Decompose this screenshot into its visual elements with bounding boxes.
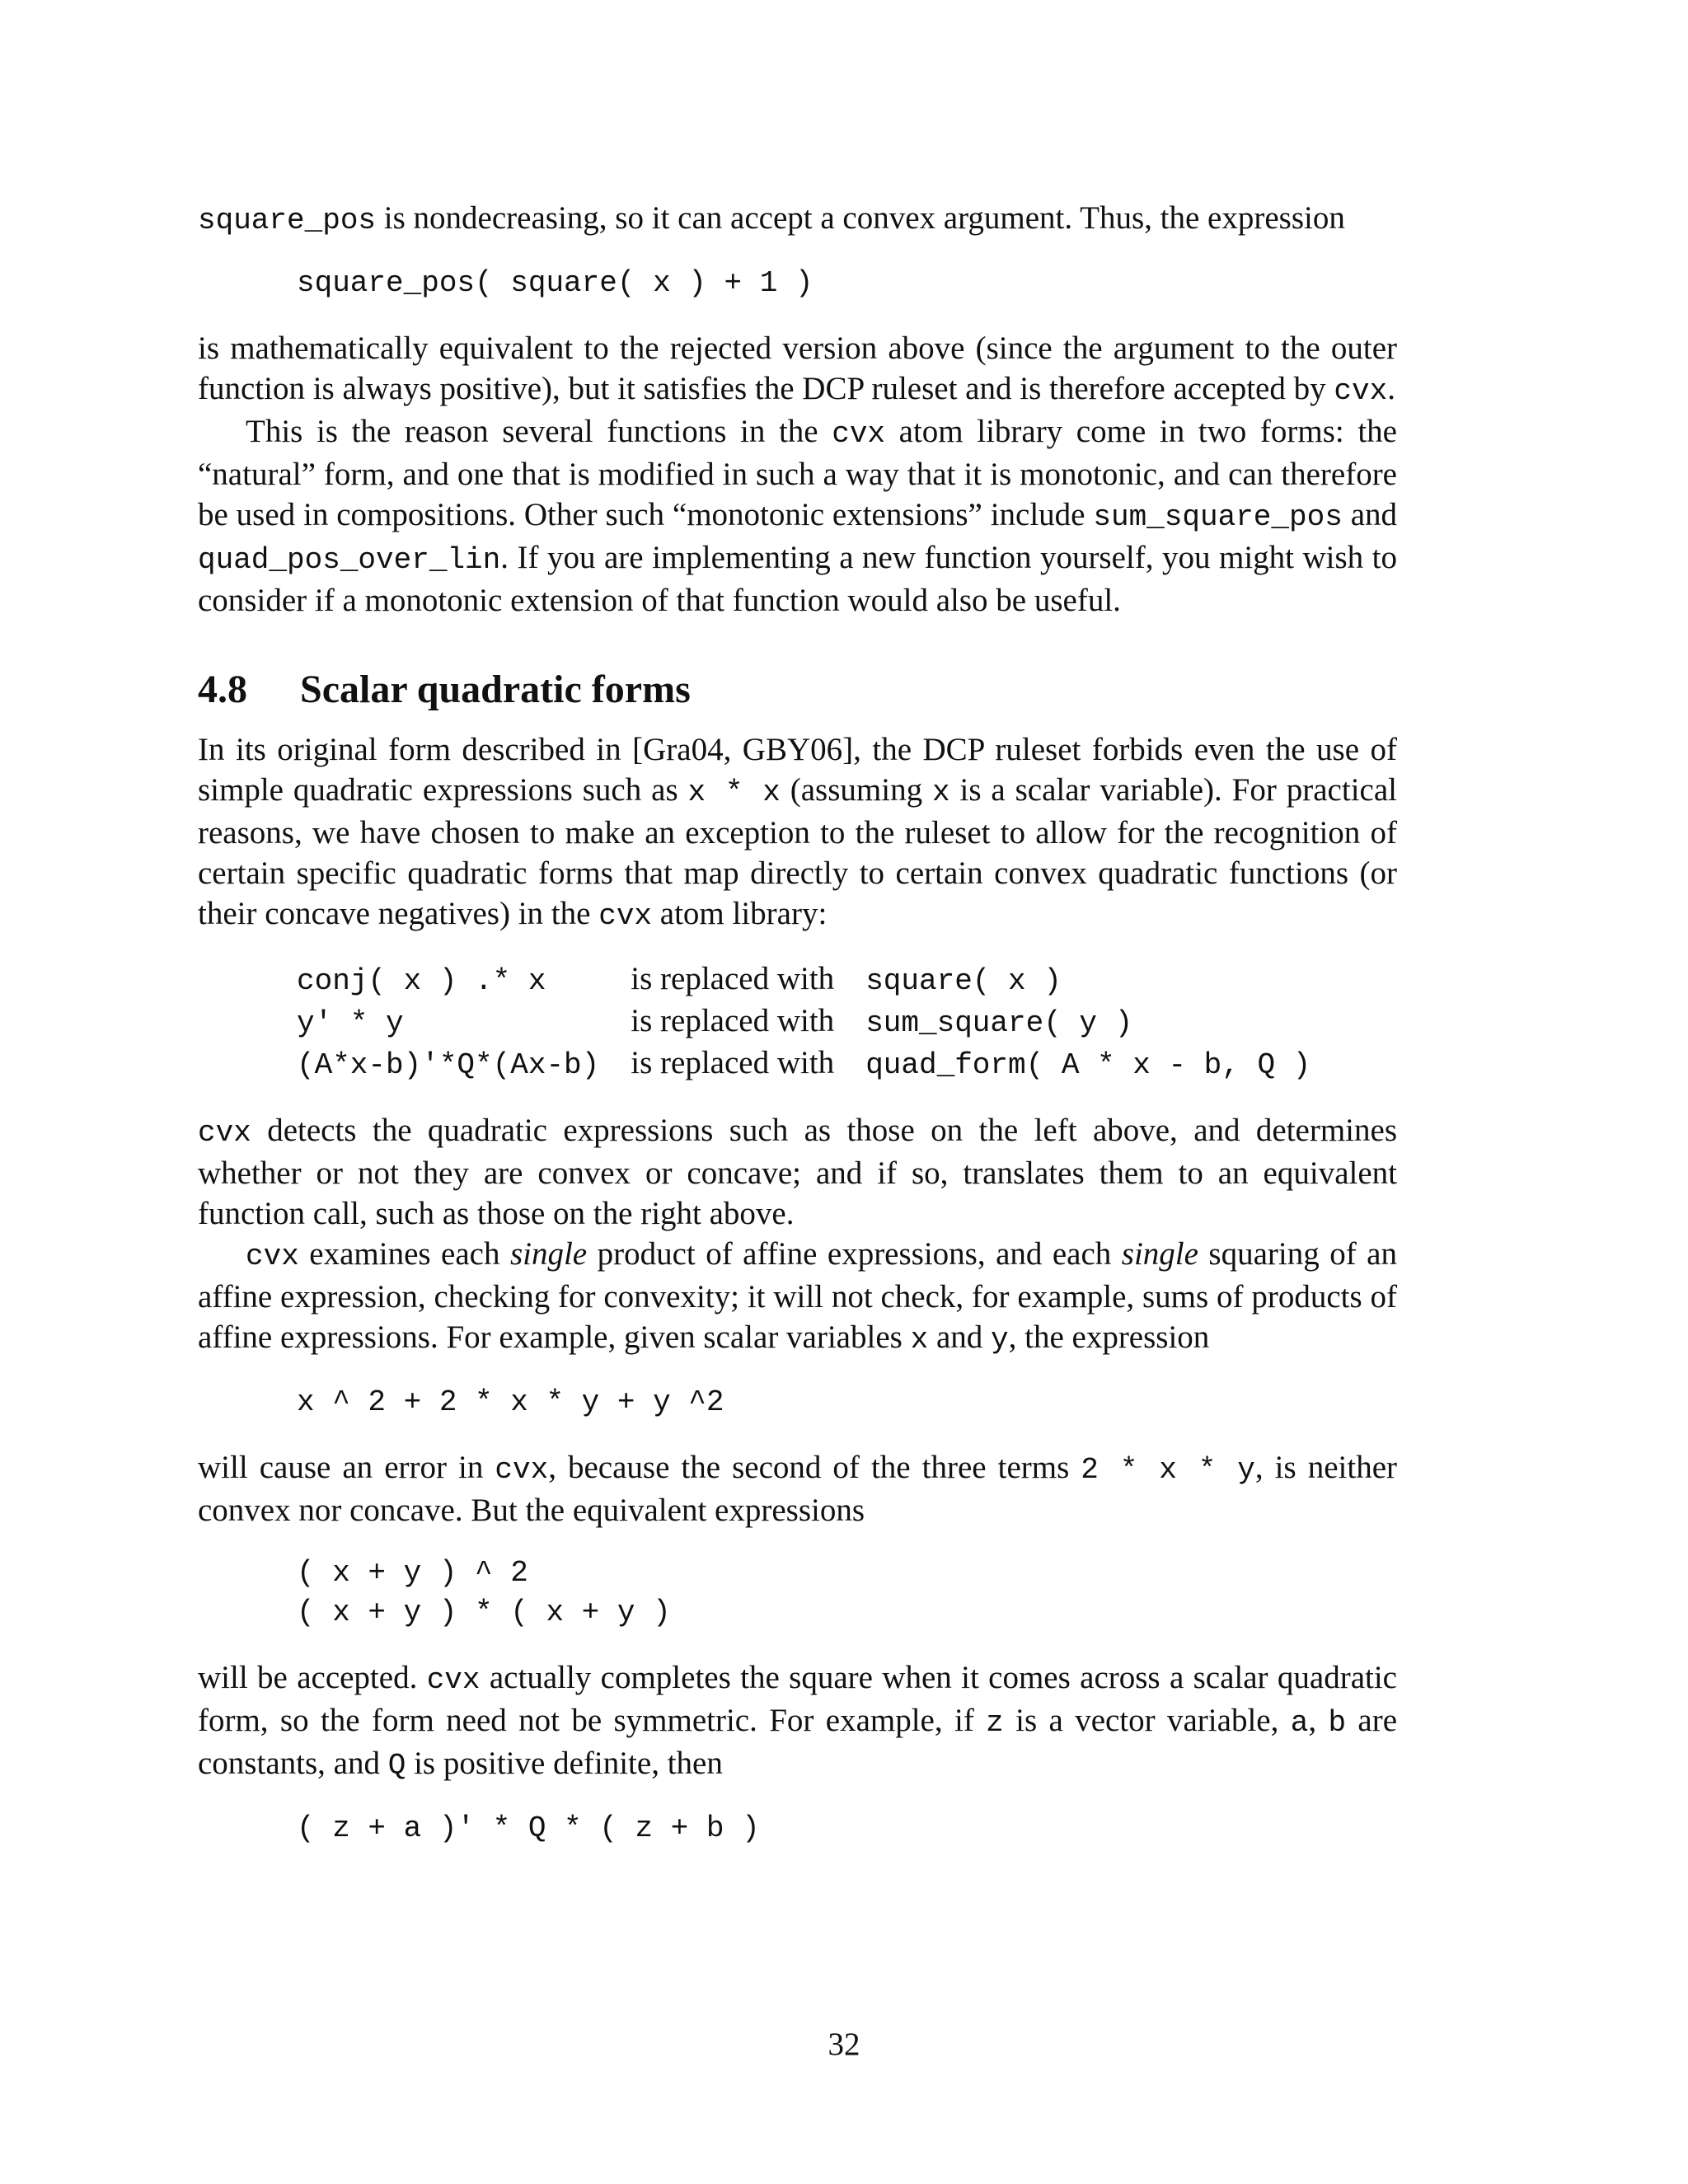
code-line: ( z + a )' * Q * ( z + b ) bbox=[297, 1811, 760, 1845]
emphasis: single bbox=[1121, 1236, 1198, 1272]
replacement-rhs: sum_square( y ) bbox=[865, 1006, 1133, 1040]
emphasis: single bbox=[509, 1236, 588, 1272]
paragraph-dcp-quadratic bbox=[198, 729, 1397, 936]
replacement-rhs: quad_form( A * x - b, Q ) bbox=[865, 1048, 1311, 1082]
table-row bbox=[297, 1043, 1311, 1085]
replacement-lhs: conj( x ) .* x bbox=[297, 964, 546, 998]
inline-code: b bbox=[1328, 1706, 1347, 1740]
inline-code: square_pos bbox=[198, 204, 377, 237]
text-run: squaring of an affine expression, checking for convexity; it will not check, for example, sums of products of affine expressions. For example, given scalar variables bbox=[198, 1236, 1397, 1355]
text-run: is a vector variable, bbox=[1003, 1703, 1291, 1738]
replacement-mid: is replaced with bbox=[631, 1045, 835, 1080]
replacement-table bbox=[297, 959, 1311, 1085]
inline-code: z bbox=[986, 1706, 1004, 1740]
inline-code: cvx bbox=[598, 899, 653, 933]
code-line: ( x + y ) * ( x + y ) bbox=[297, 1596, 671, 1629]
text-run: will cause an error in bbox=[198, 1450, 495, 1485]
text-run: will be accepted. bbox=[198, 1660, 427, 1695]
text-run: detects the quadratic expressions such as those on the left above, and determines whether or not they are convex or concave; and if so, translates them to an equivalent function call, such as those on the right above. bbox=[198, 1113, 1397, 1231]
inline-code: x bbox=[910, 1323, 929, 1357]
inline-code: cvx bbox=[1334, 374, 1388, 408]
text-run: This is the reason several functions in the bbox=[246, 414, 832, 449]
replacement-lhs: y' * y bbox=[297, 1006, 404, 1040]
text-run: . If you are implementing a new function yourself, you might wish to consider if a monotonic extension of that function would also be useful. bbox=[198, 540, 1397, 618]
table-row bbox=[297, 959, 1311, 1001]
page-content bbox=[198, 198, 1397, 1873]
inline-code: 2 * x * y bbox=[1081, 1453, 1255, 1487]
inline-code: quad_pos_over_lin bbox=[198, 543, 501, 577]
page-number: 32 bbox=[828, 2027, 860, 2062]
inline-code: cvx bbox=[495, 1453, 549, 1487]
text-run: atom library come in two forms: the “natural” form, and one that is modified in such a way that it is monotonic, and can therefore be used in compositions. Other such “monotonic extensions” include bbox=[198, 414, 1397, 532]
inline-code: cvx bbox=[426, 1663, 481, 1697]
replacement-mid: is replaced with bbox=[631, 1003, 835, 1038]
inline-code: x bbox=[931, 776, 950, 809]
inline-code: x * x bbox=[687, 776, 781, 809]
paragraph-detects bbox=[198, 1110, 1397, 1234]
text-run: , because the second of the three terms bbox=[548, 1450, 1081, 1485]
text-run: and bbox=[928, 1319, 991, 1355]
paragraph-completes-square bbox=[198, 1657, 1397, 1786]
inline-code: cvx bbox=[832, 417, 886, 451]
text-run: , is neither convex nor concave. But the equivalent expressions bbox=[198, 1450, 1397, 1528]
section-heading bbox=[198, 665, 1397, 715]
paragraph-monotonic bbox=[198, 411, 1397, 621]
text-run: is nondecreasing, so it can accept a convex argument. Thus, the expression bbox=[376, 200, 1345, 236]
text-run: (assuming bbox=[780, 772, 932, 808]
text-run: examines each bbox=[298, 1236, 510, 1272]
text-run: . bbox=[1387, 371, 1395, 406]
paragraph-error bbox=[198, 1447, 1397, 1530]
text-run: actually completes the square when it comes across a scalar quadratic form, so the form need not be symmetric. For example, if bbox=[198, 1660, 1397, 1738]
text-run: and bbox=[1342, 497, 1398, 532]
inline-code: a bbox=[1290, 1706, 1309, 1740]
replacement-mid: is replaced with bbox=[631, 961, 835, 996]
text-run: In its original form described in [Gra04, GBY06], the DCP ruleset forbids even the use of simple quadratic expressions such as bbox=[198, 732, 1397, 808]
text-run: atom library: bbox=[652, 896, 828, 931]
replacement-lhs: (A*x-b)'*Q*(Ax-b) bbox=[297, 1048, 600, 1082]
inline-code: cvx bbox=[198, 1116, 251, 1150]
text-run: , the expression bbox=[1008, 1319, 1210, 1355]
text-run: is a scalar variable). For practical reasons, we have chosen to make an exception to the ruleset to allow for the recognition of certain specific quadratic forms that map directly to certain convex quadratic functions (or their concave negatives) in the bbox=[198, 772, 1397, 931]
code-block bbox=[198, 1554, 1397, 1633]
paragraph-examines bbox=[198, 1234, 1397, 1360]
inline-code: Q bbox=[387, 1749, 406, 1783]
code-block bbox=[198, 1809, 1397, 1849]
text-run: , bbox=[1308, 1703, 1329, 1738]
inline-code: cvx bbox=[246, 1240, 299, 1273]
text-run: are constants, and bbox=[198, 1703, 1398, 1781]
code-line: ( x + y ) ^ 2 bbox=[297, 1556, 528, 1590]
inline-code: sum_square_pos bbox=[1093, 500, 1343, 534]
code-block bbox=[198, 264, 1397, 303]
paragraph-equivalent bbox=[198, 328, 1397, 411]
text-run: is mathematically equivalent to the rejected version above (since the argument to the outer function is always positive), but it satisfies the DCP ruleset and is therefore accepted by bbox=[198, 330, 1397, 406]
code-line: x ^ 2 + 2 * x * y + y ^2 bbox=[297, 1385, 724, 1419]
section-number: 4.8 bbox=[198, 668, 247, 711]
text-run: is positive definite, then bbox=[406, 1746, 723, 1781]
paragraph-square-pos bbox=[198, 198, 1397, 241]
section-title: Scalar quadratic forms bbox=[300, 668, 691, 711]
code-block bbox=[198, 1383, 1397, 1422]
text-run: product of affine expressions, and each bbox=[587, 1236, 1122, 1272]
inline-code: y bbox=[991, 1323, 1009, 1357]
replacement-rhs: square( x ) bbox=[865, 964, 1062, 998]
table-row bbox=[297, 1001, 1311, 1043]
code-line: square_pos( square( x ) + 1 ) bbox=[297, 266, 814, 300]
